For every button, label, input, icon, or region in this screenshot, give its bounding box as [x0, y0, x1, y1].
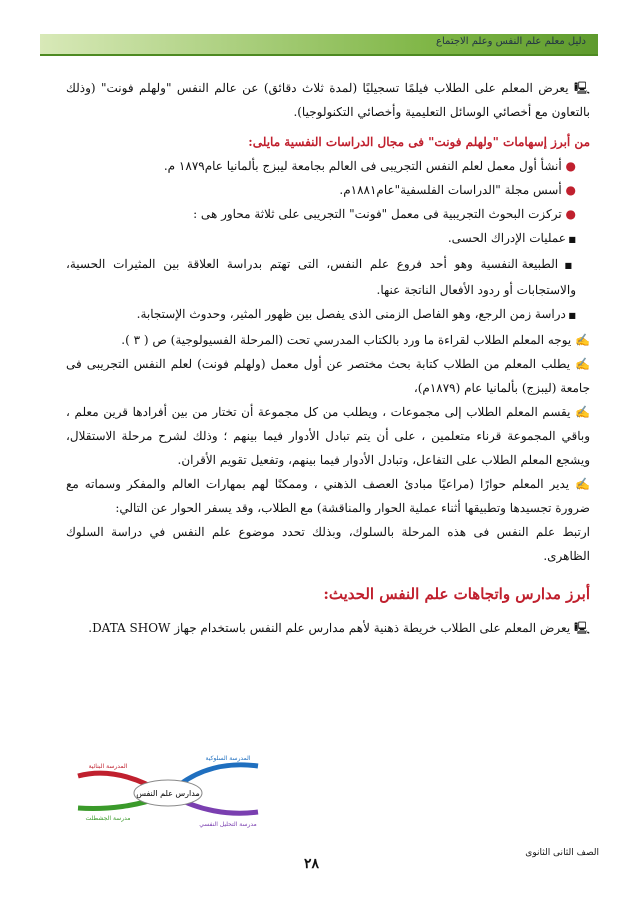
mindmap-branch-label: مدرسة الجشطلت — [85, 815, 131, 822]
header-title: دليل معلم علم النفس وعلم الاجتماع — [436, 36, 586, 47]
film-paragraph: 🖳 يعرض المعلم على الطلاب فيلمًا تسجيليًا (لمدة ثلاث دقائق) عن عالم النفس "ولهلم فونت" (وذلك بالتعاون مع أخصائي الوسائل التعليمية وأخصائي التكنولوجيا). — [66, 81, 590, 119]
mindmap-branch-label: مدرسة التحليل النفسي — [199, 821, 257, 828]
page-content — [66, 76, 590, 640]
axis-item: ■ الطبيعة النفسية وهو أحد فروع علم النفس، التى تهتم بدراسة العلاقة بين المثيرات الحسية، والاستجابات أو ردود الأفعال الناتجة عنها. — [66, 257, 576, 297]
axis-item: ■ دراسة زمن الرجع، وهو الفاصل الزمنى الذى يفصل بين ظهور المثير، وحدوث الإستجابة. — [136, 307, 576, 321]
mindmap-branch-label: المدرسة البنائية — [88, 763, 128, 770]
contributions-heading: من أبرز إسهامات "ولهلم فونت" فى مجال الدراسات النفسية مايلى: — [248, 135, 590, 149]
contribution-item: ● تركزت البحوث التجريبية فى معمل "فونت" التجريبى على ثلاثة محاور هى : — [193, 207, 576, 221]
task-item: ✍ يطلب المعلم من الطلاب كتابة بحث مختصر عن أول معمل (ولهلم فونت) لعلم النفس التجريبى فى جامعة (ليبزج) بألمانيا عام (١٨٧٩م)، — [66, 357, 590, 395]
footer-grade-level: الصف الثانى الثانوى — [525, 848, 599, 858]
bullet-square-icon: ■ — [565, 311, 576, 320]
bullet-circle-icon: ● — [561, 159, 576, 173]
page-number: ٢٨ — [304, 856, 320, 872]
contribution-item: ● أنشأ أول معمل لعلم النفس التجريبى فى العالم بجامعة ليبزج بألمانيا عام١٨٧٩ م. — [163, 159, 576, 173]
bullet-square-icon: ■ — [558, 261, 576, 270]
mind-map-image — [68, 748, 268, 828]
mindmap-branch-label: المدرسة السلوكية — [205, 755, 251, 762]
bullet-circle-icon: ● — [561, 183, 576, 197]
axis-item: ■ عمليات الإدراك الحسى. — [447, 231, 576, 245]
contribution-item: ● أسس مجلة "الدراسات الفلسفية"عام١٨٨١م. — [339, 183, 576, 197]
task-item: ✍ يوجه المعلم الطلاب لقراءة ما ورد بالكتاب المدرسي تحت (المرحلة الفسيولوجية) ص ( ٣ ). — [121, 333, 590, 347]
task-item: ✍ يدير المعلم حوارًا (مراعيًا مبادئ العصف الذهني ، وممكنًا لهم بمهارات العالم والمفكر وسماته مع ضرورة تجسيدها وتطبيقها أثناء عملية الحوار والمناقشة) مع الطلاب، وقد يسفر الحوار عن التالي: — [66, 477, 590, 515]
task-item: ✍ يقسم المعلم الطلاب إلى مجموعات ، ويطلب من كل مجموعة أن تختار من بين أفرادها قرين معلم ، وباقي المجموعة قرناء متعلمين ، على أن يتم تبادل الأدوار فيما بينهم ؛ وذلك لشرح مرحلة الاستقلال، ويشجع المعلم الطلاب على التفاعل، وتبادل الأدوار فيما بينهم، وتفعيل تقويم الأقران. — [66, 405, 590, 467]
bullet-square-icon: ■ — [565, 235, 576, 244]
bullet-circle-icon: ● — [561, 207, 576, 221]
header-bar — [40, 34, 598, 56]
conclusion-paragraph: ارتبط علم النفس فى هذه المرحلة بالسلوك، وبذلك تحدد موضوع علم النفس في دراسة السلوك الظاهرى. — [66, 525, 590, 563]
modern-schools-heading: أبرز مدارس واتجاهات علم النفس الحديث: — [323, 585, 590, 603]
data-show-paragraph: 🖳 يعرض المعلم على الطلاب خريطة ذهنية لأهم مدارس علم النفس باستخدام جهاز DATA SHOW. — [88, 621, 590, 635]
mindmap-center-label: مدارس علم النفس — [136, 789, 200, 798]
